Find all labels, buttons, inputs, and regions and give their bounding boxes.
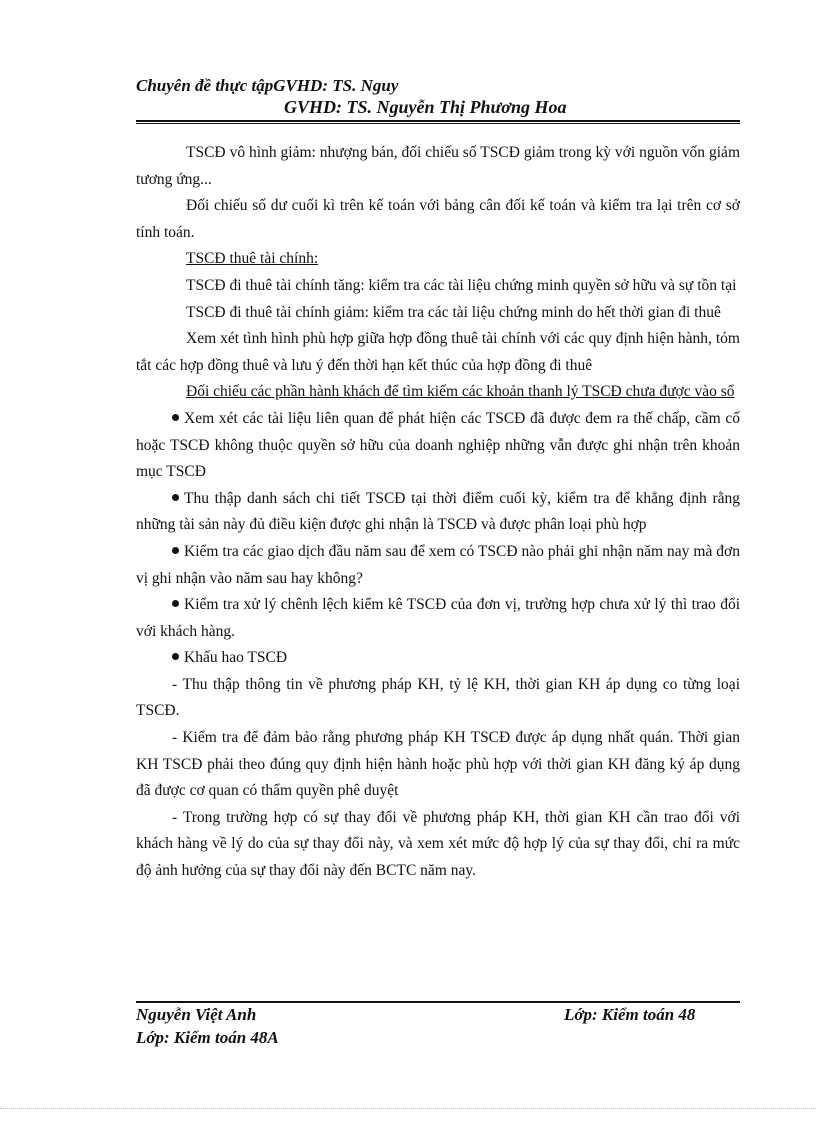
bullet-text: Kiểm tra xử lý chênh lệch kiểm kê TSCĐ của đơn vị, trường hợp chưa xử lý thì trao đổi với khách hàng. bbox=[136, 596, 740, 640]
paragraph: TSCĐ vô hình giảm: nhượng bán, đối chiếu số TSCĐ giảm trong kỳ với nguồn vốn giảm tương ứng... bbox=[136, 144, 740, 188]
footer-author: Nguyễn Việt Anh bbox=[136, 1005, 257, 1024]
bullet-icon bbox=[172, 653, 179, 660]
bullet-icon bbox=[172, 494, 179, 501]
bullet-icon bbox=[172, 600, 179, 607]
bullet-text: Kiểm tra các giao dịch đầu năm sau để xem có TSCĐ nào phải ghi nhận năm nay mà đơn vị ghi nhận vào năm sau hay không? bbox=[136, 542, 740, 587]
dash-item: - Trong trường hợp có sự thay đổi về phương pháp KH, thời gian KH cần trao đổi với khách hàng về lý do của sự thay đổi này, và xem xét mức độ hợp lý của sự thay đổi, chỉ ra mức độ ảnh hưởng của sự thay đổi này đến BCTC năm nay. bbox=[136, 808, 740, 880]
header-line-2: GVHD: TS. Nguyễn Thị Phương Hoa bbox=[284, 97, 567, 117]
bullet-item bbox=[136, 645, 740, 672]
dash-item: - Kiểm tra để đảm bảo rằng phương pháp KH TSCĐ được áp dụng nhất quán. Thời gian KH TSCĐ phải theo đúng quy định hiện hành hoặc phù hợp với thời gian KH đăng ký áp dụng đã được cơ quan có thẩm quyền phê duyệt bbox=[136, 729, 740, 800]
paragraph: Đối chiếu số dư cuối kì trên kế toán với bảng cân đối kế toán và kiểm tra lại trên cơ sở tính toán. bbox=[136, 197, 740, 241]
page-edge bbox=[0, 1108, 816, 1109]
paragraph: TSCĐ đi thuê tài chính giảm: kiểm tra các tài liệu chứng minh do hết thời gian đi thuê bbox=[186, 303, 721, 321]
bullet-item bbox=[136, 406, 740, 486]
bullet-text: Thu thập danh sách chi tiết TSCĐ tại thời điểm cuối kỳ, kiểm tra để khẳng định rằng những tài sản này đủ điều kiện được ghi nhận là TSCĐ và được phân loại phù hợp bbox=[136, 489, 740, 534]
paragraph: TSCĐ đi thuê tài chính tăng: kiểm tra các tài liệu chứng minh quyền sở hữu và sự tồn tại bbox=[186, 276, 737, 294]
bullet-text: Khấu hao TSCĐ bbox=[184, 649, 288, 667]
bullet-item bbox=[136, 592, 740, 645]
bullet-icon bbox=[172, 414, 179, 421]
bullet-icon bbox=[172, 547, 179, 554]
document-body bbox=[136, 140, 740, 885]
section-heading-text: Đối chiếu các phần hành khách để tìm kiếm các khoản thanh lý TSCĐ chưa được vào sổ bbox=[186, 383, 735, 401]
header-line-1: Chuyên đề thực tậpGVHD: TS. Nguy bbox=[136, 76, 399, 95]
header-rule-thin bbox=[136, 123, 740, 124]
bullet-item bbox=[136, 539, 740, 592]
bullet-item bbox=[136, 486, 740, 539]
section-heading-text: TSCĐ thuê tài chính: bbox=[186, 250, 319, 268]
section-heading bbox=[136, 246, 740, 273]
paragraph: Xem xét tình hình phù hợp giữa hợp đồng thuê tài chính với các quy định hiện hành, tóm tắt các hợp đồng thuê và lưu ý đến thời hạn kết thúc của hợp đồng đi thuê bbox=[136, 330, 740, 374]
footer-rule bbox=[136, 1001, 740, 1003]
footer-class-right: Lớp: Kiểm toán 48 bbox=[564, 1005, 696, 1024]
dash-item: - Thu thập thông tin về phương pháp KH, tỷ lệ KH, thời gian KH áp dụng co từng loại TSCĐ. bbox=[136, 675, 740, 720]
section-heading bbox=[136, 379, 740, 406]
bullet-text: Xem xét các tài liệu liên quan để phát hiện các TSCĐ đã được đem ra thế chấp, cầm cố hoặc TSCĐ không thuộc quyền sở hữu của doanh nghiệp những vẫn được ghi nhận trên khoản mục TSCĐ bbox=[136, 409, 740, 481]
header-rule bbox=[136, 120, 740, 122]
footer-class-left: Lớp: Kiểm toán 48A bbox=[136, 1028, 279, 1047]
